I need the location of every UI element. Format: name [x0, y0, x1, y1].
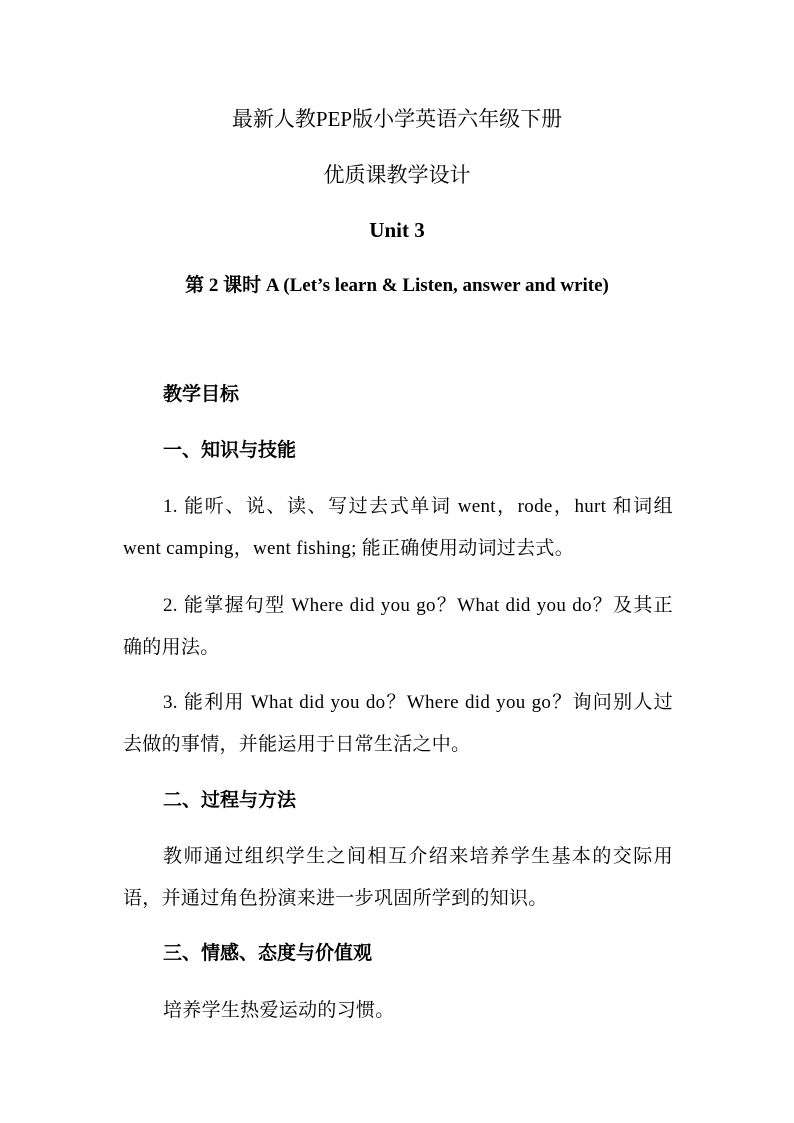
emotion-heading: 三、情感、态度与价值观 [163, 943, 373, 964]
unit-title: Unit 3 [369, 218, 425, 242]
document-title: 最新人教PEP版小学英语六年级下册 [231, 107, 563, 131]
emotion-paragraph: 培养学生热爱运动的习惯。 [163, 1000, 395, 1021]
knowledge-item-3: 3. 能利用 What did you do？Where did you go？询问别人过去做的事情，并能运用于日常生活之中。 [123, 692, 673, 755]
process-heading: 二、过程与方法 [163, 790, 297, 811]
process-paragraph: 教师通过组织学生之间相互介绍来培养学生基本的交际用语，并通过角色扮演来进一步巩固所学到的知识。 [123, 846, 673, 909]
goals-heading: 教学目标 [163, 384, 240, 405]
knowledge-heading: 一、知识与技能 [163, 440, 297, 461]
knowledge-item-1: 1. 能听、说、读、写过去式单词 went，rode，hurt 和词组 went camping，went fishing; 能正确使用动词过去式。 [123, 496, 673, 559]
lesson-title: 第 2 课时 A (Let’s learn & Listen, answer and write) [185, 275, 609, 296]
knowledge-item-2: 2. 能掌握句型 Where did you go？What did you do？及其正确的用法。 [123, 595, 673, 658]
document-subtitle: 优质课教学设计 [323, 163, 471, 187]
